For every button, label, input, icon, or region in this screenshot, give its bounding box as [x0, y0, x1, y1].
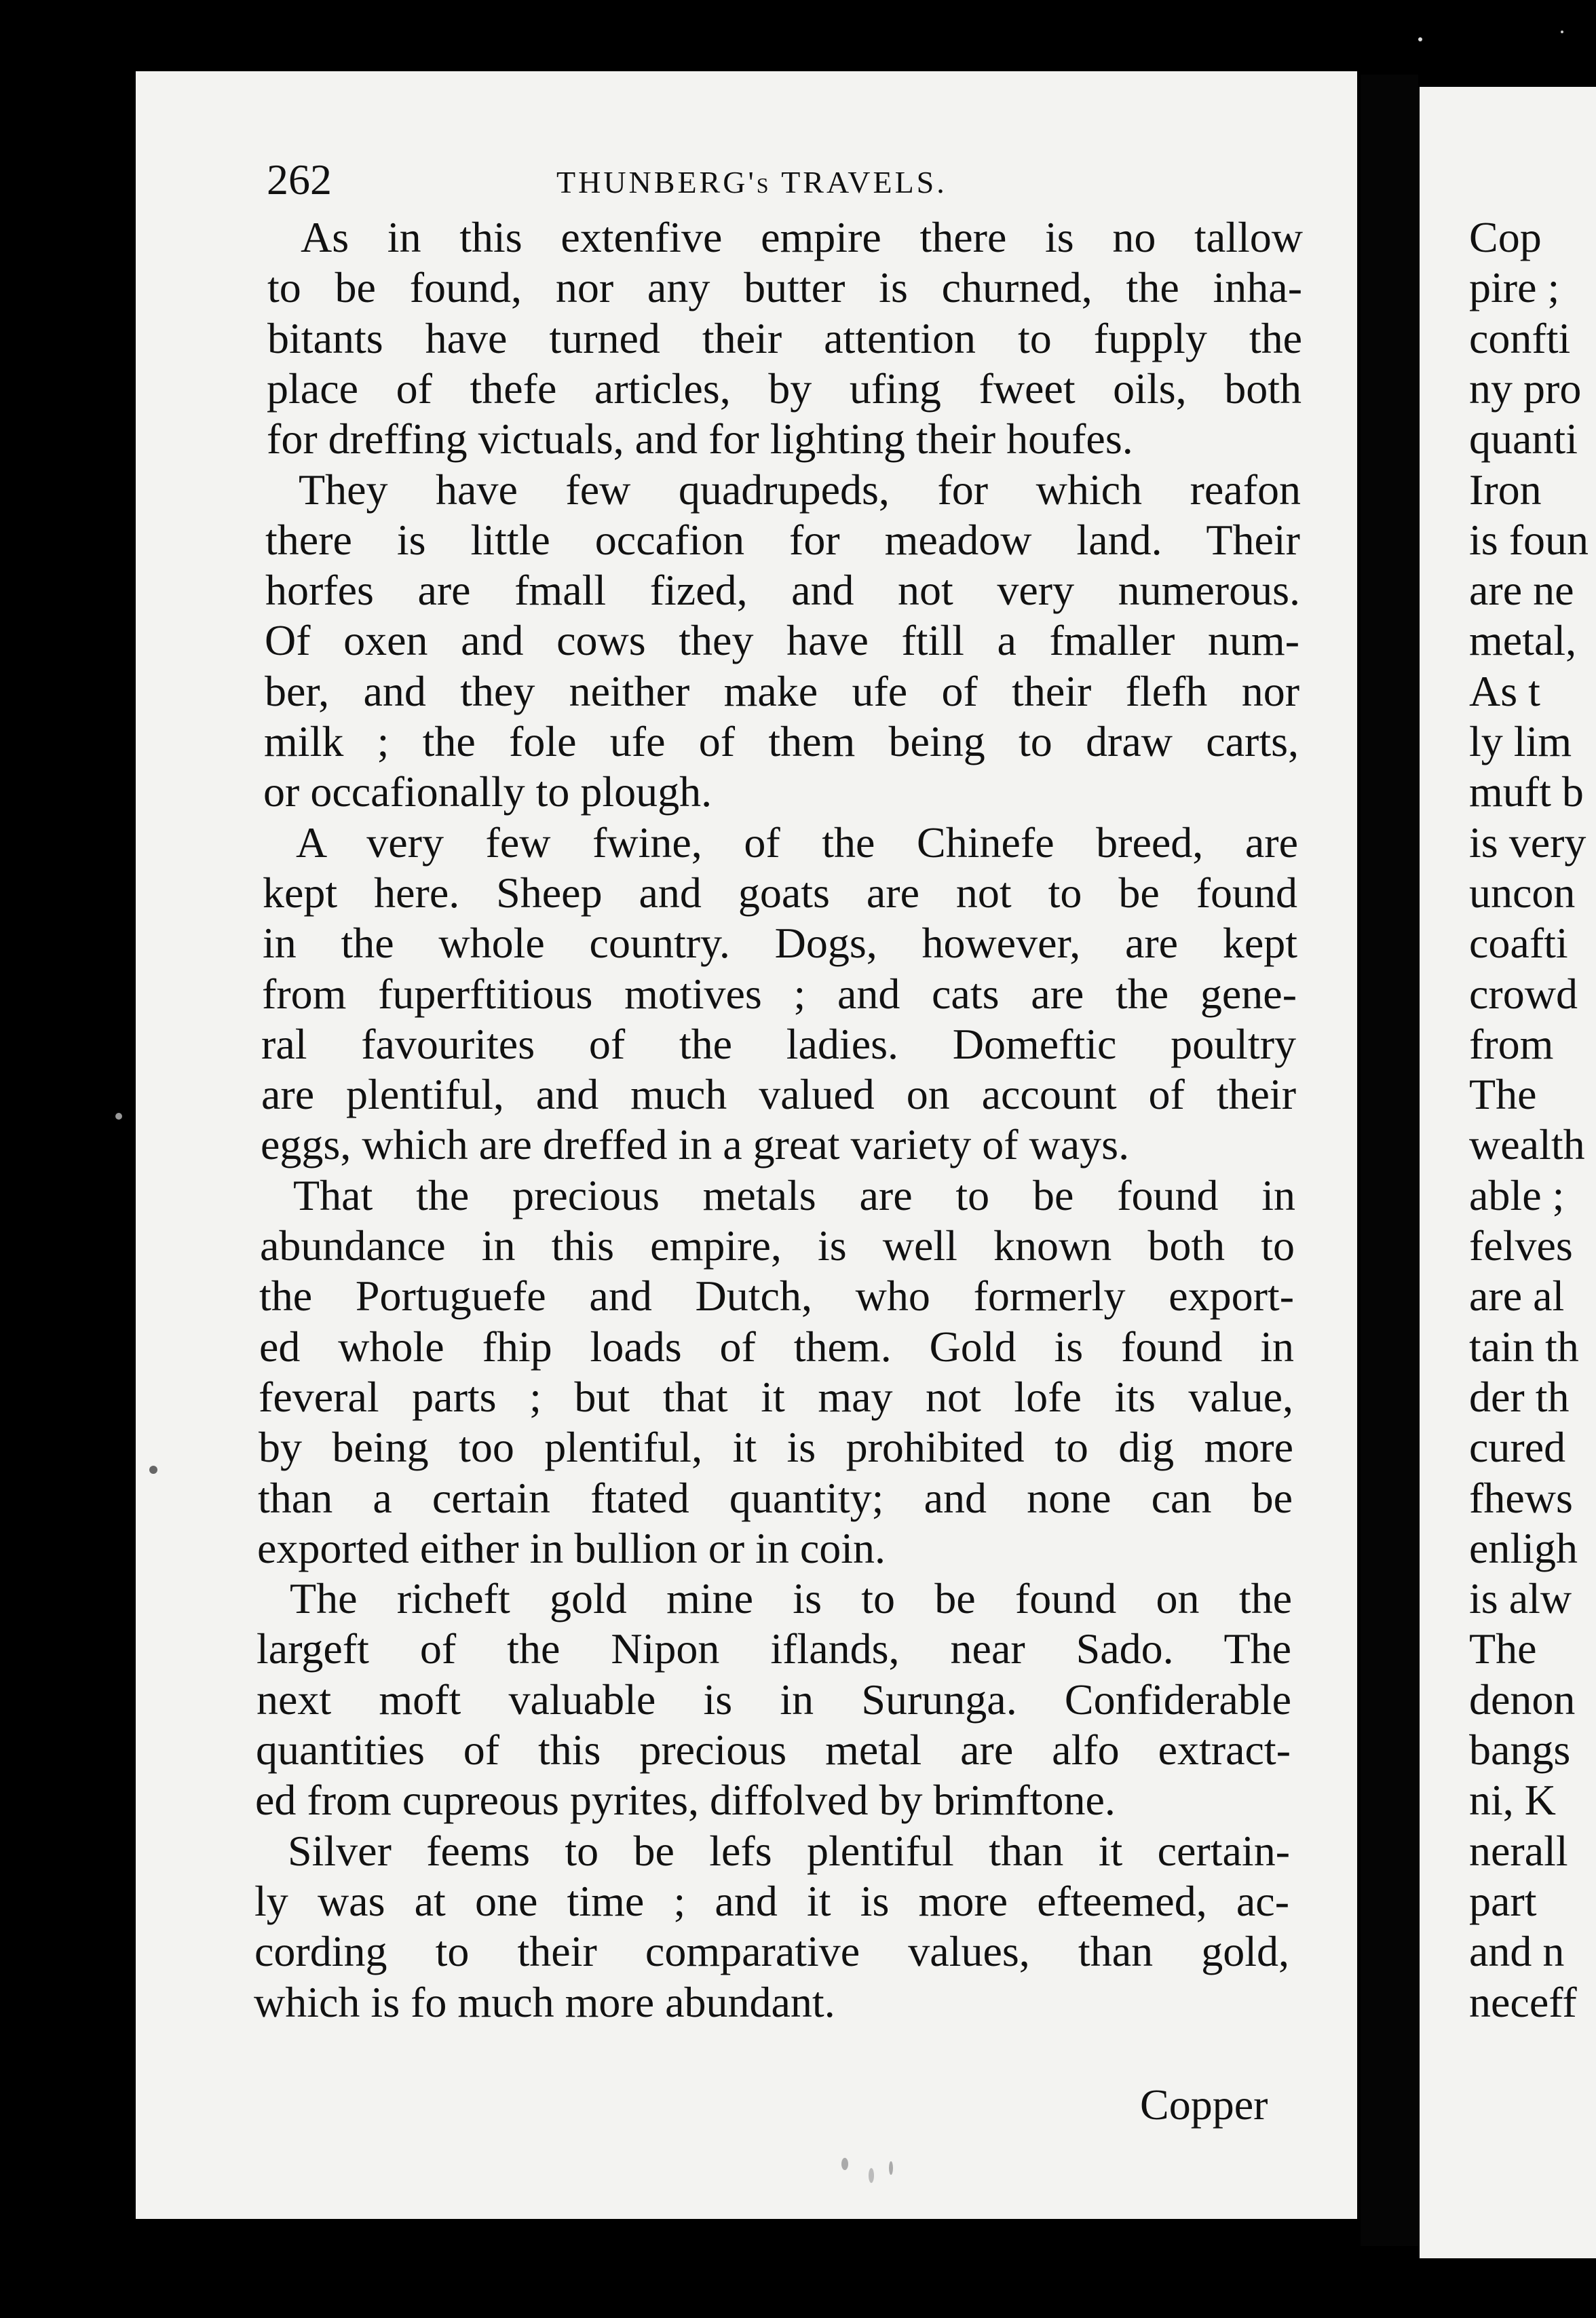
text-line: ber, and they neither make ufe of their flefh nor	[265, 667, 1299, 715]
text-line: eggs, which are dreffed in a great variety of ways.	[261, 1120, 1130, 1168]
right-text-fragment: wealth	[1469, 1120, 1585, 1168]
text-line: there is little occafion for meadow land. Their	[265, 516, 1300, 564]
right-text-fragment: nerall	[1469, 1827, 1568, 1875]
text-line: As in this extenfive empire there is no tallow	[301, 213, 1303, 261]
text-line: A very few fwine, of the Chinefe breed, are	[296, 818, 1298, 867]
right-text-fragment: are al	[1469, 1272, 1565, 1320]
right-text-fragment: is very	[1469, 818, 1586, 867]
text-line: Silver feems to be lefs plentiful than it certain-	[288, 1827, 1290, 1875]
text-line: which is fo much more abundant.	[254, 1978, 835, 2026]
right-text-fragment: and n	[1469, 1927, 1565, 1975]
right-text-fragment: quanti	[1469, 415, 1578, 463]
text-line: bitants have turned their attention to fupply the	[267, 314, 1302, 362]
right-text-fragment: The	[1469, 1624, 1537, 1673]
right-text-fragment: der th	[1469, 1373, 1570, 1421]
right-text-fragment: are ne	[1469, 566, 1574, 614]
right-text-fragment: felves	[1469, 1221, 1573, 1270]
text-line: abundance in this empire, is well known both to	[260, 1221, 1295, 1270]
text-line: largeft of the Nipon iflands, near Sado. The	[256, 1624, 1291, 1673]
text-line: from fuperftitious motives ; and cats are the gene-	[262, 970, 1297, 1018]
text-line: That the precious metals are to be found in	[293, 1171, 1295, 1219]
text-line: for dreffing victuals, and for lighting their houfes.	[267, 415, 1133, 463]
text-line: than a certain ftated quantity; and none can be	[258, 1474, 1293, 1522]
right-text-fragment: confti	[1469, 314, 1571, 362]
text-line: quantities of this precious metal are alfo extract-	[256, 1726, 1291, 1774]
right-text-fragment: crowd	[1469, 970, 1578, 1018]
paper-speck	[115, 1113, 122, 1120]
right-text-fragment: neceff	[1469, 1978, 1577, 2026]
paper-speck	[1561, 31, 1563, 33]
right-text-fragment: As t	[1469, 667, 1540, 715]
text-line: ly was at one time ; and it is more efteemed, ac-	[254, 1877, 1289, 1925]
right-text-fragment: coafti	[1469, 919, 1568, 967]
text-line: ed whole fhip loads of them. Gold is found in	[259, 1323, 1294, 1371]
text-line: kept here. Sheep and goats are not to be found	[263, 869, 1297, 917]
page-gutter	[1361, 75, 1418, 2246]
right-text-fragment: muft b	[1469, 767, 1584, 816]
right-text-fragment: fhews	[1469, 1474, 1573, 1522]
catchword: Copper	[1140, 2080, 1268, 2129]
right-text-fragment: from	[1469, 1020, 1554, 1068]
running-head: THUNBERG's TRAVELS.	[556, 165, 947, 200]
text-line: are plentiful, and much valued on account of their	[261, 1070, 1296, 1118]
page-number: 262	[267, 155, 332, 204]
text-line: place of thefe articles, by ufing fweet oils, both	[267, 364, 1302, 413]
text-line: or occafionally to plough.	[263, 767, 712, 816]
text-line: ral favourites of the ladies. Domeftic poultry	[261, 1020, 1296, 1068]
right-text-fragment: ni, K	[1469, 1776, 1556, 1824]
text-line: cording to their comparative values, than gold,	[254, 1927, 1289, 1975]
right-text-fragment: uncon	[1469, 869, 1576, 917]
text-line: They have few quadrupeds, for which reafon	[299, 466, 1301, 514]
right-text-fragment: bangs	[1469, 1726, 1571, 1774]
right-text-fragment: metal,	[1469, 616, 1577, 664]
right-text-fragment: The	[1469, 1070, 1537, 1118]
paper-speck	[149, 1466, 157, 1474]
right-text-fragment: ly lim	[1469, 717, 1572, 765]
text-line: to be found, nor any butter is churned, the inha-	[267, 263, 1302, 311]
text-line: The richeft gold mine is to be found on the	[290, 1574, 1292, 1622]
paper-speck	[889, 2161, 893, 2175]
right-text-fragment: Cop	[1469, 213, 1542, 261]
text-line: milk ; the fole ufe of them being to draw carts,	[264, 717, 1299, 765]
text-line: feveral parts ; but that it may not lofe its value,	[259, 1373, 1293, 1421]
right-text-fragment: tain th	[1469, 1323, 1579, 1371]
right-text-fragment: Iron	[1469, 466, 1542, 514]
right-text-fragment: is alw	[1469, 1574, 1572, 1622]
text-line: Of oxen and cows they have ftill a fmaller num-	[265, 616, 1299, 664]
paper-speck	[1418, 37, 1422, 41]
right-text-fragment: cured	[1469, 1423, 1566, 1471]
paper-speck	[841, 2158, 848, 2170]
text-line: the Portuguefe and Dutch, who formerly export-	[259, 1272, 1294, 1320]
right-text-fragment: pire ;	[1469, 263, 1560, 311]
right-text-fragment: is foun	[1469, 516, 1589, 564]
text-line: by being too plentiful, it is prohibited to dig more	[259, 1423, 1293, 1471]
right-text-fragment: able ;	[1469, 1171, 1565, 1219]
text-line: horfes are fmall fized, and not very numerous.	[265, 566, 1300, 614]
right-text-fragment: enligh	[1469, 1524, 1578, 1572]
text-line: in the whole country. Dogs, however, are kept	[263, 919, 1297, 967]
right-text-fragment: ny pro	[1469, 364, 1582, 413]
text-line: ed from cupreous pyrites, diffolved by brimftone.	[255, 1776, 1116, 1824]
right-text-fragment: denon	[1469, 1675, 1576, 1724]
right-text-fragment: part	[1469, 1877, 1537, 1925]
text-line: next moft valuable is in Surunga. Confiderable	[256, 1675, 1291, 1724]
text-line: exported either in bullion or in coin.	[257, 1524, 886, 1572]
paper-speck	[869, 2168, 874, 2183]
